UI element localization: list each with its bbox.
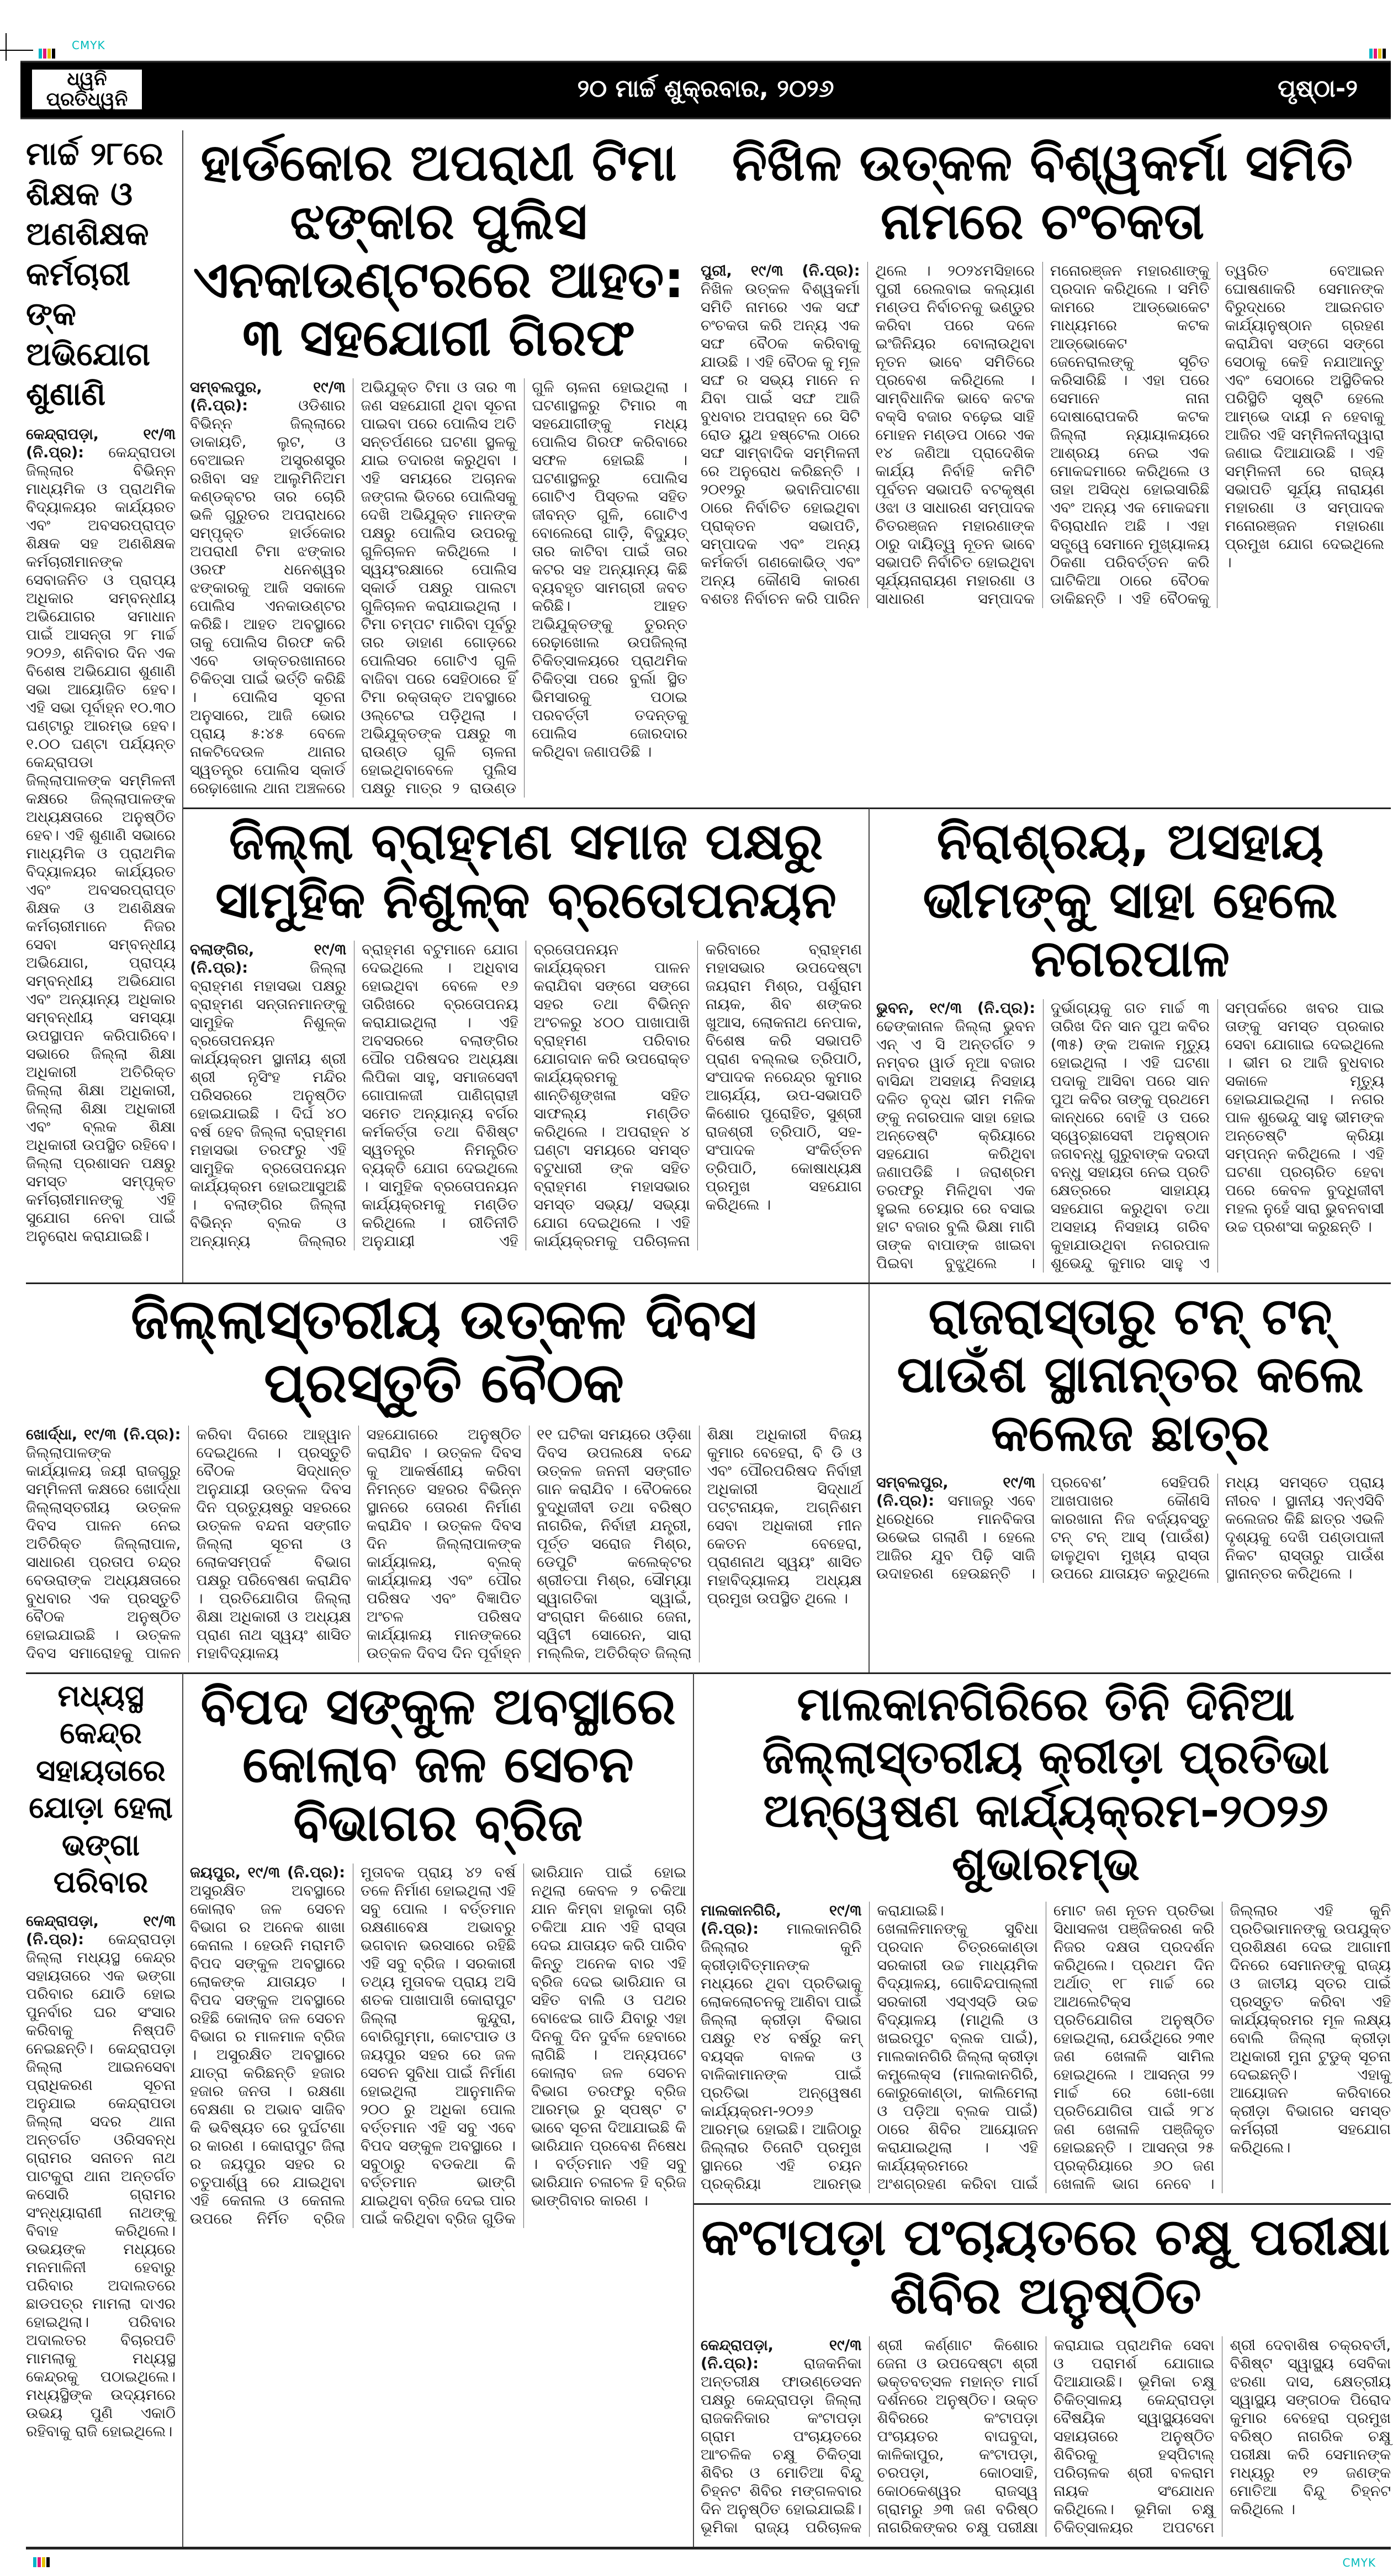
article-body bbox=[701, 2336, 1391, 2537]
page-grid bbox=[26, 130, 1391, 2549]
article-utkal-divas bbox=[26, 1282, 870, 1672]
article-headline: ବିପଦ ସଙ୍କୁଳ ଅବସ୍ଥାରେ କୋଲାବ ଜଳ ସେଚନ ବିଭାଗର ବ୍ରିଜ bbox=[200, 1676, 676, 1853]
article-body bbox=[26, 425, 176, 1245]
dateline: କେନ୍ଦ୍ରାପଡ଼ା, ୧୯/୩ (ନି.ପ୍ର): bbox=[701, 2336, 862, 2372]
article-text: ଅସୁରକ୍ଷିତ ଅବସ୍ଥାରେ କୋଲାବ ଜଳ ସେଚନ ବିଭାଗ ର ଅନେକ ଶାଖା କେନାଲ । ହେଉନି ମରାମତି ବିପଦ ସଙ୍କୁଳ ଅବସ୍ଥାରେ ଲୋକଙ୍କ ଯାତାୟତ । ବିପଦ ସଙ୍କୁଳ ଅବସ୍ଥାରେ ରହିଛି କୋଲାବ ଜଳ ସେଚନ ବିଭାଗ ର ମାଳମାଳ ବ୍ରିଜ । ଅସୁରକ୍ଷିତ ଅବସ୍ଥାରେ ଯାତ୍ରା କରିଛନ୍ତି ହଜାର ହଜାର ଜନତା । ରକ୍ଷଣା ବେକ୍ଷଣା ର ଅଭାବ ସାଜିବ କି ଭବିଷ୍ୟତ ରେ ଦୁର୍ଘଟଣା ର କାରଣ । କୋରାପୁଟ ଜିଲା ର ଜୟପୁର ସହର ର ଚତୁପାର୍ଶ୍ୱ ରେ ଯାଇଥିବା ଏହି କେନାଲ ଓ କେନାଲ ଉପରେ ନିର୍ମିତ ବ୍ରିଜ ମୁତାବକ ପ୍ରାୟ ୪୨ ବର୍ଷ ତଳେ ନିର୍ମାଣ ହୋଇଥିଲା ଏହି ସବୁ ପୋଲ । ବର୍ତ୍ତମାନ ରକ୍ଷଣାବେକ୍ଷ ଅଭାବରୁ ଭଗବାନ ଭରସାରେ ରହିଛି ଏହି ସବୁ ବ୍ରିଜ । ସରକାରୀ ତଥ୍ୟ ମୁତାବକ ପ୍ରାୟ ଅସି ଶତକ ପାଖାପାଖି କୋରାପୁଟ ଜିଲ୍ଲା କୁନ୍ଦୁରା, ବୋରିଗୁମ୍ମା, କୋଟପାଡ ଓ ଜୟପୁର ସହର ରେ ଜଳ ସେଚନ ସୁବିଧା ପାଇଁ ନିର୍ମାଣ ହୋଇଥିଲା ଆନୁମାନିକ ୨୦୦ ରୁ ଅଧିକା ପୋଲ ବର୍ତ୍ତମାନ ଏହି ସବୁ ଏବେ ବିପଦ ସଙ୍କୁଳ ଅବସ୍ଥାରେ । ସବୁଠାରୁ ବଡକଥା କି ବର୍ତ୍ତମାନ ଭାଙ୍ଗି ଯାଇଥିବା ବ୍ରିଜ ଦେଇ ପାର ପାଇଁ କରିଥିବା ବ୍ରିଜ ଗୁଡିକ ଭାରିଯାନ ପାଇଁ ହୋଇ ନଥିଲା କେବଳ ୨ ଚକିଆ ଯାନ କିମ୍ବା ହାଲୁକା ଚାରି ଚକିଆ ଯାନ ଏହି ରାସ୍ତା ଦେଇ ଯାତାୟତ କରି ପାରିବ କିନ୍ତୁ ଅନେକ ବାର ଏହି ବ୍ରିଜ ଦେଇ ଭାରିଯାନ ତା ସହିତ ବାଲି ଓ ପଥର ବୋଝେଇ ଗାଡି ଯିବାରୁ ଏହା ଦିନକୁ ଦିନ ଦୁର୍ବଳ ହେବାରେ ଲାଗିଛି । ଅନ୍ୟପଟେ କୋଲାବ ଜଳ ସେଚନ ବିଭାଗ ତରଫରୁ ବ୍ରିଜ ଆରମ୍ଭ ରୁ ସ୍ପଷ୍ଟ ଟ ଭାବେ ସୂଚନା ଦିଆଯାଇଛି କି ଭାରିଯାନ ପ୍ରବେଶ ନିଷେଧ । ବର୍ତ୍ତମାନ ଏହି ସବୁ ଭାରିଯାନ ଚଳାଚଳ ହି ବ୍ରିଜ ଭାଙ୍ଗିବାର କାରଣ । bbox=[190, 1864, 686, 2227]
article-brahmin bbox=[183, 807, 870, 1282]
article-headline: କଂଟାପଡ଼ା ପଂଚାୟତରେ ଚକ୍ଷୁ ପରୀକ୍ଷା ଶିବିର ଅନୁଷ୍ଠିତ bbox=[701, 2207, 1390, 2325]
article-sports-talent bbox=[694, 1674, 1391, 2203]
article-text: ଓଡିଶାର ବିଭିନ୍ନ ଜିଲ୍ଲାରେ ଡାକାୟତି, ଲୁଟ, ଓ ବେଆଇନ ଅସ୍ତ୍ରଶସ୍ତ୍ର ରଖିବା ସହ ଆଲୁମିନିଅମ କଣ୍ଡକ୍ଟର ତାର ଚୋରି ଭଳି ଗୁରୁତର ଅପରାଧରେ ସମ୍ପୃକ୍ତ ହାର୍ଡକୋର ଅପରାଧୀ ଟିମା ଝଙ୍କାର ଓରଫ ଧନେଶ୍ୱର ଝଙ୍କାରକୁ ଆଜି ସକାଳେ ପୋଲିସ ଏନକାଉଣ୍ଟର କରିଛି। ଆହତ ଅବସ୍ଥାରେ ତାକୁ ପୋଲିସ ଗିରଫ କରି ଏବେ ଡାକ୍ତରଖାନାରେ ଚିକିତ୍ସା ପାଇଁ ଭର୍ତ୍ତି କରିଛି । ପୋଲିସ ସୂଚନା ଅନୁସାରେ, ଆଜି ଭୋର ପ୍ରାୟ ୫:୪୫ ବେଳେ ନାକଟିଦେଉଳ ଥାନାର ସ୍ୱତନ୍ତ୍ର ପୋଲିସ ସ୍କାର୍ଡ ରେଢ଼ାଖୋଲ ଥାନା ଅଞ୍ଚଳରେ ଅଭିଯୁକ୍ତ ଟିମା ଓ ତାର ୩ ଜଣ ସହଯୋଗୀ ଥିବା ସୂଚନା ପାଇବା ପରେ ପୋଲିସ ଅତି ସନ୍ତର୍ପଣରେ ଘଟଣା ସ୍ଥଳକୁ ଯାଇ ତଦାରଖ କରୁଥିବା । ଏହି ସମୟରେ ଅଚାନକ ଜଙ୍ଗଲ ଭିତରେ ପୋଲିସକୁ ଦେଖି ଅଭିଯୁକ୍ତ ମାନଙ୍କ ପକ୍ଷରୁ ପୋଲିସ ଉପରକୁ ଗୁଳିଚାଳନ କରିଥିଲେ । ସ୍ୱୟଂରକ୍ଷାରେ ପୋଲିସ ସ୍କାର୍ଡ ପକ୍ଷରୁ ପାଲଟା ଗୁଳିଚାଳନ କରାଯାଇଥିଲା । ଟିମା ଚମ୍ପଟ ମାରିବା ପୂର୍ବରୁ ତାର ଡାହାଣ ଗୋଡ଼ରେ ପୋଲିସର ଗୋଟିଏ ଗୁଳି ବାଜିବା ପରେ ସେହିଠାରେ ହିଁ ଟିମା ରକ୍ତାକ୍ତ ଅବସ୍ଥାରେ ଓଲ୍ଟେଇ ପଡ଼ିଥିଲା । ଅଭିଯୁକ୍ତଙ୍କ ପକ୍ଷରୁ ୩ ରାଉଣ୍ଡ ଗୁଳି ଚାଳନା ହୋଇଥିବାବେଳେ ପୁଲିସ ପକ୍ଷରୁ ମାତ୍ର ୨ ରାଉଣ୍ଡ ଗୁଳି ଚାଳନା ହୋଇଥିଲା । ଘଟଣାସ୍ଥଳରୁ ଟିମାର ୩ ସହଯୋଗୀଙ୍କୁ ମଧ୍ୟ ପୋଲିସ ଗିରଫ କରିବାରେ ସଫଳ ହୋଇଛି । ଘଟଣାସ୍ଥଳରୁ ପୋଲିସ ଗୋଟିଏ ପିସ୍ତଲ ସହିତ ଜୀବନ୍ତ ଗୁଳି, ଗୋଟିଏ ବୋଲେରୋ ଗାଡ଼ି, ବିଦ୍ୟୁତ୍ ତାର କାଟିବା ପାଇଁ ତାର କଟର ସହ ଅନ୍ୟାନ୍ୟ କିଛି ବ୍ୟବହୃତ ସାମଗ୍ରୀ ଜବତ କରିଛି। ଆହତ ଅଭିଯୁକ୍ତଙ୍କୁ ତୁରନ୍ତ ରେଢ଼ାଖୋଲ ଉପଜିଲ୍ଲା ଚିକିତ୍ସାଳୟରେ ପ୍ରାଥମିକ ଚିକିତ୍ସା ପରେ ବୁର୍ଲା ସ୍ଥିତ ଭିମସାରକୁ ପଠାଇ ପରବର୍ତ୍ତୀ ତଦନ୍ତକୁ ପୋଲିସ ଜୋରଦାର କରିଥିବା ଜଣାପଡିଛି । bbox=[190, 379, 687, 798]
color-bars-icon bbox=[1369, 49, 1387, 61]
registration-mark-bottom bbox=[1342, 2556, 1376, 2569]
article-body bbox=[190, 378, 687, 798]
article-body bbox=[876, 999, 1384, 1273]
bottom-print-marks bbox=[0, 2554, 1398, 2576]
article-vishwakarma bbox=[694, 130, 1391, 807]
article-mediation bbox=[26, 1672, 183, 2547]
cmyk-label: CMYK bbox=[1342, 2556, 1376, 2569]
article-ash-removal bbox=[870, 1282, 1391, 1672]
article-headline: ମାଲକାନଗିରିରେ ତିନି ଦିନିଆ ଜିଲ୍ଲାସ୍ତରୀୟ କ୍ରୀଡ଼ା ପ୍ରତିଭା ଅନ୍ୱେଷଣ କାର୍ଯ୍ୟକ୍ରମ-୨୦୨୬ ଶୁଭାରମ୍ଭ bbox=[762, 1676, 1330, 1891]
article-headline: ମାର୍ଚ୍ଚ ୨୮ରେ ଶିକ୍ଷକ ଓ ଅଣଶିକ୍ଷକ କର୍ମଚାରୀଙ୍କ ଅଭିଯୋଗ ଶୁଣାଣି bbox=[26, 135, 163, 413]
article-body bbox=[701, 262, 1384, 608]
crop-mark bbox=[0, 50, 33, 51]
registration-mark-top bbox=[72, 39, 105, 52]
article-text: ନିଖିଳ ଉତ୍କଳ ବିଶ୍ୱକର୍ମା ସମିତି ନାମରେ ଏକ ସଙ୍ଘ ଚଂଚକତା କରି ଅନ୍ୟ ଏକ ସଙ୍ଘ ବୈଠକ କରିବାକୁ ଯାଉଛି । ଏହି ବୈଠକ କୁ ମୂଳ ସଙ୍ଘ ର ସଭ୍ୟ ମାନେ ନ ଯିବା ପାଇଁ ସଙ୍ଘ ଆଜି ବୁଧବାର ଅପରାହ୍ନ ରେ ସିଟି ରୋଡ ୟୁଥ ହଷ୍ଟେଲ ଠାରେ ସଙ୍ଘ ସାମ୍ବାଦିକ ସମ୍ମିଳନୀ ରେ ଅନୁରୋଧ କରିଛନ୍ତି । ୨୦୧୨ରୁ ଭବାନିପାଟଣା ଠାରେ ନିର୍ବାଚିତ ହୋଇଥିବା ପ୍ରାକ୍ତନ ସଭାପତି, ସମ୍ପାଦକ ଏବଂ ଅନ୍ୟ କର୍ମକର୍ତା ଗଣକୋଭିଡ୍ ଏବଂ ଅନ୍ୟ କୌଣସି କାରଣ ବଶତଃ ନିର୍ବାଚନ କରି ପାରିନ ଥିଲେ । ୨୦୨୪ମସିହାରେ ପୁରୀ ରେଲବାଇ କଲ୍ୟାଣ ମଣ୍ଡପ ନିର୍ବାଚନକୁ ଭଣ୍ଡୁର କରିବା ପରେ ଦଳେ ଇଂଜିନିୟର ବୋଲାଉଥିବା ନୂତନ ଭାବେ ସମିତିରେ ପ୍ରବେଶ କରିଥିଲେ । ସାମ୍ବିଧାନିକ ଭାବେ କଟକ ବକ୍ସି ବଜାର ବଢ଼େଇ ସାହି ମୋହନ ମଣ୍ଡପ ଠାରେ ଏକ ୧୪ ଜଣିଆ ପ୍ରାଦେଶିକ କାର୍ଯ୍ୟ ନିର୍ବାହି କମିଟି ପୂର୍ବତନ ସଭାପତି ବଟକୃଷ୍ଣ ଓଝା ଓ ସାଧାରଣ ସମ୍ପାଦକ ଚିତରଞ୍ଜନ ମହାରଣାଙ୍କ ଠାରୁ ଦାୟିତ୍ୱ ନୂତନ ଭାବେ ସଭାପତି ନିର୍ବାଚିତ ହୋଇଥିବା ସୂର୍ଯ୍ୟନାରାୟଣ ମହାରଣା ଓ ସାଧାରଣ ସମ୍ପାଦକ ମନୋରଞ୍ଜନ ମହାରଣାଙ୍କୁ ପ୍ରଦାନ କରିଥିଲେ । ସମିତି କାମରେ ଆଡ୍ଭୋକେଟ ମାଧ୍ୟମରେ କଟକ ଆଡ୍ଭୋକେଟ ଜେନେରାଲଙ୍କୁ ସୂଚିତ କରିସାରିଛି । ଏହା ପରେ ସେମାନେ ନାନା ଦୋଷାରୋପକରି କଟକ ଜିଲ୍ଲା ନ୍ୟାୟାଳୟରେ ଆଶ୍ରୟ ନେଇ ଏକ ମୋକଦ୍ଦମାରେ କରିଥିଲେ ଓ ତାହା ଅସିଦ୍ଧ ହୋଇସାରିଛି ଏବଂ ଅନ୍ୟ ଏକ ମୋକଦ୍ଦମା ବିଚାରାଧୀନ ଅଛି । ଏହା ସତ୍ତ୍ୱେ ସେମାନେ ମୁଖ୍ୟାଳୟ ଠିକଣା ପରିବର୍ତ୍ତନ କରି ଘାଟିକିଆ ଠାରେ ବୈଠକ ଡାକିଛନ୍ତି । ଏହି ବୈଠକକୁ ତ୍ୱରିତ ବେଆଇନ ଘୋଷଣାକରି ସେମାନଙ୍କ ବିରୁଦ୍ଧରେ ଆଇନଗତ କାର୍ଯ୍ୟାନୁଷ୍ଠାନ ଗ୍ରହଣ କରାଯିବା ସଙ୍ଗେ ସଙ୍ଗେ ସେଠାକୁ କେହି ନଯାଆନ୍ତୁ ଏବଂ ସେଠାରେ ଅସ୍ଥିତିକର ପରିସ୍ଥିତି ସୃଷ୍ଟି ହେଲେ ଆମ୍ଭେ ଦାୟୀ ନ ହେବାକୁ ଆଜିର ଏହି ସମ୍ମିଳନୀଦ୍ୱାରା ଜଣାଇ ଦିଆଯାଉଛି । ଏହି ସମ୍ମିଳନୀ ରେ ରାଜ୍ୟ ସଭାପତି ସୂର୍ଯ୍ୟ ନାରାୟଣ ମହାରଣା ଓ ସମ୍ପାଦକ ମନୋରଞ୍ଜନ ମହାରଣା ପ୍ରମୁଖ ଯୋଗ ଦେଇଥିଲେ । bbox=[701, 262, 1384, 608]
article-text: କେନ୍ଦ୍ରାପଡ଼ା ଜିଲ୍ଲା ମଧ୍ୟସ୍ଥ କେନ୍ଦ୍ର ସହାୟତାରେ ଏକ ଭଙ୍ଗା ପରିବାର ଯୋଡି ହୋଇ ପୁନର୍ବାର ଘର ସଂସାର କରିବାକୁ ନିଷ୍ପତି ନେଇଛନ୍ତି। କେନ୍ଦ୍ରାପଡ଼ା ଜିଲ୍ଲା ଆଇନସେବା ପ୍ରାଧିକରଣ ସୂଚନା ଅନୁଯାଇ କେନ୍ଦ୍ରାପଡା ଜିଲ୍ଲା ସଦର ଥାନା ଅନ୍ତର୍ଗତ ଓରିସବନ୍ଧ ଗ୍ରାମର ସନାତନ ନାଥ ପାଟକୁରା ଥାନା ଅନ୍ତର୍ଗତ କସୋରି ଗ୍ରାମର ସଂନ୍ଧ୍ୟାରାଣୀ ନାଥଙ୍କୁ ବିବାହ କରିଥିଲେ। ଉଭୟଙ୍କ ମଧ୍ୟରେ ମନମାଳିନୀ ହେବାରୁ ପରିବାର ଅଦାଲତରେ ଛାଡପତ୍ର ମାମଲା ଦାଏର ହୋଇଥିଲା। ପରିବାର ଅଦାଲତର ବିଚାରପତି ମାମଲାକୁ ମଧ୍ୟସ୍ଥ କେନ୍ଦ୍ରକୁ ପଠାଇଥିଲେ। ମଧ୍ୟସ୍ଥିଙ୍କ ଉଦ୍ୟମରେ ଉଭୟ ପୁଣି ଏକାଠି ରହିବାକୁ ରାଜି ହୋଇଥିଲେ। bbox=[26, 1930, 176, 2440]
article-kolab-bridge bbox=[183, 1672, 694, 2547]
article-body bbox=[190, 941, 862, 1250]
article-text: ରାଜକନିକା ଅନ୍ତରୀକ୍ଷ ଫାଉଣ୍ଡେସନ ପକ୍ଷରୁ କେନ୍ଦ୍ରାପଡ଼ା ଜିଲ୍ଲା ରାଜକନିକାର କଂଟାପଡ଼ା ଗ୍ରାମ ପଂଚାୟତରେ ଆଂଚଳିକ ଚକ୍ଷୁ ଚିକିତ୍ସା ଶିବିର ଓ ମୋତିଆ ବିନ୍ଦୁ ଚିହ୍ନଟ ଶିବିର ମଙ୍ଗଳବାର ଦିନ ଅନୁଷ୍ଠିତ ହୋଇଯାଇଛି। ଭୂମିକା ରାଜ୍ୟ ପରିଚାଳକ ଶ୍ରୀ କର୍ଣ୍ଣାଟ କିଶୋର ଜେନା ଓ ଉପଦେଷ୍ଟା ଶ୍ରୀ ଭକ୍ତବତ୍ସଳ ମହାନ୍ତ ମାର୍ଗ ଦର୍ଶନରେ ଅନୁଷ୍ଠିତ। ଉକ୍ତ ଶିବିରରେ କଂଟାପଡ଼ା ପଂଚାୟତର ବାଘବୁଦା, କାଳିକାପୁର, କଂଟାପଡ଼ା, ଚରପଡ଼ା, କୋଠସାହି, କୋଠକେଶ୍ୱର ରାଜସ୍ୱ ଗ୍ରାମରୁ ୬୩ ଜଣ ବରିଷ୍ଠ ନାଗରିକଙ୍କର ଚକ୍ଷୁ ପରୀକ୍ଷା କରାଯାଇ ପ୍ରାଥମିକ ସେବା ଓ ପରାମର୍ଶ ଯୋଗାଇ ଦିଆଯାଉଛି। ଭୂମିକା ଚକ୍ଷୁ ଚିକିତ୍ସାଳୟ କେନ୍ଦ୍ରାପଡ଼ା ବୈଷୟିକ ସ୍ୱାସ୍ଥ୍ୟସେବା ସହାୟତାରେ ଅନୁଷ୍ଠିତ ଶିବିରକୁ ହସ୍ପିଟାଲ୍ ପରିଚାଳକ ଶ୍ରୀ ବଳରାମ ନାୟକ ସଂଯୋଧନ କରିଥିଲେ। ଭୂମିକା ଚକ୍ଷୁ ଚିକିତ୍ସାଳୟର ଅପଟମେ ଶ୍ରୀ ଦେବାଶିଷ ଚକ୍ରବର୍ତୀ, ବିଶିଷ୍ଟ ସ୍ୱାସ୍ଥ୍ୟ ସେବିକା ଝରଣା ଦାସ, କ୍ଷେତ୍ରୀୟ ସ୍ୱାସ୍ଥ୍ୟ ସଙ୍ଗଠକ ପିରୋଦ କୁମାର ବେହେରା ପ୍ରମୁଖ ବରିଷ୍ଠ ନାଗରିକ ଚକ୍ଷୁ ପରୀକ୍ଷା କରି ସେମାନଙ୍କ ମଧ୍ୟରୁ ୧୨ ଜଣଙ୍କ ମୋତିଆ ବିନ୍ଦୁ ଚିହ୍ନଟ କରିଥିଲେ । bbox=[701, 2336, 1391, 2536]
article-body bbox=[876, 1474, 1384, 1583]
article-eye-camp bbox=[694, 2203, 1391, 2547]
dateline: କେନ୍ଦ୍ରାପଡ଼ା, ୧୯/୩ (ନି.ପ୍ର): bbox=[26, 1912, 176, 1948]
article-encounter bbox=[183, 130, 694, 807]
cmyk-label: CMYK bbox=[72, 39, 105, 52]
article-text: ସମାଜରୁ ଏବେ ଧିରେଧିରେ ମାନବିକତା ଉଭେଇ ଗଲାଣି । ହେଲେ ଆଜିର ଯୁବ ପିଢ଼ି ସାଜି ଉଦାହରଣ ହେଉଛନ୍ତି । ପ୍ରବେଶ’ ସେହିପରି ଆଖପାଖର କୌଣସି କାରଖାନା ନିଜ ବର୍ଜ୍ୟବସ୍ତୁ ଟନ୍ ଟନ୍ ଆସ୍ (ପାଉଁଶ) ଢାଳୁଥିବା ମୁଖ୍ୟ ରାସ୍ତା ଉପରେ ଯାତାୟତ କରୁଥିଲେ ମଧ୍ୟ ସମସ୍ତେ ପ୍ରାୟ ନୀରବ । ସ୍ଥାନୀୟ ଏନ୍ଏସିବି କଲେଜର କିଛି ଛାତ୍ର ଏଭଳି ଦୃଶ୍ୟକୁ ଦେଖି ପଣ୍ଡାପାଳୀ ନିକଟ ରାସ୍ତାରୁ ପାଉଁଶ ସ୍ଥାନାନ୍ତର କରିଥିଲେ । bbox=[876, 1474, 1384, 1582]
article-body bbox=[26, 1912, 176, 2441]
dateline: ମାଲକାନଗିରି, ୧୯/୩ (ନି.ପ୍ର): bbox=[701, 1902, 862, 1938]
crop-mark bbox=[6, 33, 7, 61]
dateline: ଖୋର୍ଦ୍ଧା, ୧୯/୩ (ନି.ପ୍ର): bbox=[26, 1426, 181, 1443]
dateline: ଜୟପୁର, ୧୯/୩ (ନି.ପ୍ର): bbox=[190, 1864, 345, 1881]
page-number: ପୃଷ୍ଠା-୨ bbox=[1278, 75, 1358, 103]
article-headline: ରାଜରାସ୍ତାରୁ ଟନ୍ ଟନ୍ ପାଉଁଶ ସ୍ଥାନାନ୍ତର କଲେ କଲେଜ ଛାତ୍ର bbox=[897, 1286, 1364, 1463]
article-headline: ଜିଲ୍ଲା ବ୍ରାହ୍ମଣ ସମାଜ ପକ୍ଷରୁ ସାମୁହିକ ନିଶୁଳ୍କ ବ୍ରତୋପନୟନ bbox=[215, 812, 836, 930]
article-headline: ହାର୍ଡକୋର ଅପରାଧୀ ଟିମା ଝଙ୍କାର ପୁଲିସ ଏନକାଉଣ୍ଟରରେ ଆହତ: ୩ ସହଯୋଗୀ ଗିରଫ bbox=[193, 133, 685, 368]
article-text: କେନ୍ଦ୍ରାପଡା ଜିଲ୍ଲାର ବିଭିନ୍ନ ମାଧ୍ୟମିକ ଓ ପ୍ରାଥମିକ ବିଦ୍ୟାଳୟର କାର୍ଯ୍ୟରତ ଏବଂ ଅବସରପ୍ରାପ୍ତ ଶିକ୍ଷକ ସହ ଅଣଶିକ୍ଷକ କର୍ମଚାରୀମାନଙ୍କ ସେବାଜନିତ ଓ ପ୍ରାପ୍ୟ ଅଧିକାର ସମ୍ବନ୍ଧୀୟ ଅଭିଯୋଗର ସମାଧାନ ପାଇଁ ଆସନ୍ତା ୨୮ ମାର୍ଚ୍ଚ ୨୦୨୬, ଶନିବାର ଦିନ ଏକ ବିଶେଷ ଅଭିଯୋଗ ଶୁଣାଣି ସଭା ଆୟୋଜିତ ହେବ। ଏହି ସଭା ପୂର୍ବାହ୍ନ ୧୦.୩୦ ଘଣ୍ଟାରୁ ଆରମ୍ଭ ହେବ। ୧.୦୦ ଘଣ୍ଟା ପର୍ଯ୍ୟନ୍ତ କେନ୍ଦ୍ରାପଡା ଜିଲ୍ଲାପାଳଙ୍କ ସମ୍ମିଳନୀ କକ୍ଷରେ ଜିଲ୍ଲାପାଳଙ୍କ ଅଧ୍ୟକ୍ଷତାରେ ଅନୁଷ୍ଠିତ ହେବ। ଏହି ଶୁଣାଣି ସଭାରେ ମାଧ୍ୟମିକ ଓ ପ୍ରାଥମିକ ବିଦ୍ୟାଳୟର କାର୍ଯ୍ୟରତ ଏବଂ ଅବସରପ୍ରାପ୍ତ ଶିକ୍ଷକ ଓ ଅଣଶିକ୍ଷକ କର୍ମଚାରୀମାନେ ନିଜର ସେବା ସମ୍ବନ୍ଧୀୟ ଅଭିଯୋଗ, ପ୍ରାପ୍ୟ ସମ୍ବନ୍ଧୀୟ ଅଭିଯୋଗ ଏବଂ ଅନ୍ୟାନ୍ୟ ଅଧିକାର ସମ୍ବନ୍ଧୀୟ ସମସ୍ୟା ଉପସ୍ଥାପନ କରିପାରିବେ। ସଭାରେ ଜିଲ୍ଲା ଶିକ୍ଷା ଅଧିକାରୀ ଅତିରିକ୍ତ ଜିଲ୍ଲା ଶିକ୍ଷା ଅଧିକାରୀ, ଜିଲ୍ଲା ଶିକ୍ଷା ଅଧିକାରୀ ଏବଂ ବ୍ଲକ ଶିକ୍ଷା ଅଧିକାରୀ ଉପସ୍ଥିତ ରହିବେ। ଜିଲ୍ଲା ପ୍ରଶାସନ ପକ୍ଷରୁ ସମସ୍ତ ସମ୍ପୃକ୍ତ କର୍ମଚାରୀମାନଙ୍କୁ ଏହି ସୁଯୋଗ ନେବା ପାଇଁ ଅନୁରୋଧ କରାଯାଇଛି। bbox=[26, 444, 176, 1245]
article-headline: ଜିଲ୍ଲାସ୍ତରୀୟ ଉତ୍କଳ ଦିବସ ପ୍ରସ୍ତୁତି ବୈଠକ bbox=[130, 1286, 758, 1415]
dateline: ପୁରୀ, ୧୯/୩ (ନି.ପ୍ର): bbox=[701, 262, 860, 279]
top-print-marks bbox=[0, 0, 1398, 61]
masthead bbox=[20, 61, 1391, 119]
article-body bbox=[701, 1902, 1391, 2193]
dateline: ସମ୍ବଲପୁର, ୧୯/୩ (ନି.ପ୍ର): bbox=[876, 1474, 1035, 1509]
article-bhima bbox=[870, 807, 1391, 1282]
color-bars-icon bbox=[33, 2557, 51, 2569]
dateline: ସମ୍ବଲପୁର, ୧୯/୩ (ନି.ପ୍ର): bbox=[190, 379, 346, 415]
right-column-stack bbox=[694, 1672, 1391, 2547]
article-headline: ନିଖିଳ ଉତ୍କଳ ବିଶ୍ୱକର୍ମା ସମିତି ନାମରେ ଚଂଚକତା bbox=[732, 133, 1353, 251]
article-headline: ମଧ୍ୟସ୍ଥ କେନ୍ଦ୍ର ସହାୟତାରେ ଯୋଡ଼ା ହେଲା ଭଙ୍ଗା ପରିବାର bbox=[29, 1678, 173, 1900]
article-body bbox=[190, 1864, 686, 2228]
dateline: କେନ୍ଦ୍ରାପଡ଼ା, ୧୯/୩ (ନି.ପ୍ର): bbox=[26, 425, 176, 461]
article-text: ଜିଲ୍ଲା ବ୍ରାହ୍ମଣ ମହାସଭା ପକ୍ଷରୁ ବ୍ରାହ୍ମଣ ସନ୍ତାନମାନଙ୍କୁ ସାମୁହିକ ନିଶୁଳ୍କ ବ୍ରତୋପନୟନ କାର୍ଯ୍ୟକ୍ରମ ସ୍ଥାନୀୟ ଶ୍ରୀ ଶ୍ରୀ ନୃସିଂହ ମନ୍ଦିର ପରିସରରେ ଅନୁଷ୍ଠିତ ହୋଇଯାଇଛି । ଦିର୍ଘ ୪୦ ବର୍ଷ ହେବ ଜିଲ୍ଲା ବ୍ରାହ୍ମଣ ମହାସଭା ତରଫରୁ ଏହି ସାମୁହିକ ବ୍ରତୋପନୟନ କାର୍ଯ୍ୟକ୍ରମ ହୋଇଆସୁଅଛି । ବଲାଙ୍ଗିର ଜିଲ୍ଲା ବିଭିନ୍ନ ବ୍ଲକ ଓ ଅନ୍ୟାନ୍ୟ ଜିଲ୍ଲାର ବ୍ରାହ୍ମଣ ବଟୁମାନେ ଯୋଗ ଦେଇଥିଲେ । ଅଧିବାସ ହୋଇଥିବା ବେଳେ ୧୬ ତାରିଖରେ ବ୍ରତୋପନୟ କରାଯାଇଥିଲା । ଏହି ଅବସରରେ ବଲାଙ୍ଗିର ପୌର ପରିଷଦର ଅଧ୍ୟକ୍ଷା ଲିପିକା ସାହୁ, ସମାଜସେବୀ ଗୋପାଳଜୀ ପାଣିଗ୍ରାହୀ ସମେତ ଅନ୍ୟାନ୍ୟ ବର୍ଗର କର୍ମକର୍ତ୍ତା ତଥା ବିଶିଷ୍ଟ ସ୍ୱତନ୍ତ୍ର ନିମନ୍ତ୍ରିତ ବ୍ୟକ୍ତି ଯୋଗ ଦେଇଥିଲେ । ସାମୁହିକ ବ୍ରତୋପନୟନ କାର୍ଯ୍ୟକ୍ରମକୁ ମଣ୍ଡିତ କରିଥିଲେ । ରୀତିନୀତି ଅନୁଯାୟୀ ଏହି ବ୍ରତୋପନୟନ କାର୍ଯ୍ୟକ୍ରମ ପାଳନ କରାଯିବା ସଙ୍ଗେ ସଙ୍ଗେ ସହର ତଥା ବିଭିନ୍ନ ଅଂଚଳରୁ ୪୦୦ ପାଖାପାଖି ବ୍ରାହ୍ମଣ ପରିବାର ଯୋଗଦାନ କରି ଉପରୋକ୍ତ କାର୍ଯ୍ୟକ୍ରମକୁ ଶାନ୍ତିଶୃଙ୍ଖଳା ସହିତ ସାଫଲ୍ୟ ମଣ୍ଡିତ କରିଥିଲେ । ଅପରାହ୍ନ ୪ ଘଣ୍ଟା ସମୟରେ ସମସ୍ତ ବଟୁଧାରୀ ଙ୍କ ସହିତ ବ୍ରାହ୍ମଣ ମହାସଭାର ସମସ୍ତ ସଭ୍ୟ/ ସଭ୍ୟା ଯୋଗ ଦେଇଥିଲେ । ଏହି କାର୍ଯ୍ୟକ୍ରମକୁ ପରିଚାଳନା କରିବାରେ ବ୍ରାହ୍ମଣ ମହାସଭାର ଉପଦେଷ୍ଟା ଜୟରାମ ମିଶ୍ର, ପର୍ଶୁରାମ ନାୟକ, ଶିବ ଶଙ୍କର ଖୁଆସ, ଲୋକନାଥ ନେପାକ, ବିଶେଷ କରି ସଭାପତି ପ୍ରାଣ ବଲ୍ଲଭ ତ୍ରିପାଠି, ସଂପାଦକ ନରେନ୍ଦ୍ର କୁମାର ଆଚାର୍ଯ୍ୟ, ଉପ-ସଭାପତି କିଶୋର ପୁରୋହିତ, ସୁଶ୍ରୀ ରାଜଶ୍ରୀ ତ୍ରିପାଠି, ସହ-ସଂପାଦକ ସଂକିର୍ତ୍ତନ ତ୍ରିପାଠି, କୋଷାଧ୍ୟକ୍ଷ ପ୍ରମୁଖ ସହଯୋଗ କରିଥିଲେ । bbox=[190, 941, 862, 1250]
dateline: ଭୁବନ, ୧୯/୩ (ନି.ପ୍ର): bbox=[876, 999, 1035, 1017]
article-text: ଜିଲ୍ଲାପାଳଙ୍କ କାର୍ଯ୍ୟାଳୟ ଜୟୀ ରାଜଗୁରୁ ସମ୍ମିଳନୀ କକ୍ଷରେ ଖୋର୍ଦ୍ଧା ଜିଲ୍ଲାସ୍ତରୀୟ ଉତ୍କଳ ଦିବସ ପାଳନ ନେଇ ଅତିରିକ୍ତ ଜିଲ୍ଲାପାଳ, ସାଧାରଣ ପ୍ରତାପ ଚନ୍ଦ୍ର ବେଉରାଙ୍କ ଅଧ୍ୟକ୍ଷତାରେ ବୁଧବାର ଏକ ପ୍ରସ୍ତୁତି ବୈଠକ ଅନୁଷ୍ଠିତ ହୋଇଯାଇଛି । ଉତ୍କଳ ଦିବସ ସମାରୋହକୁ ପାଳନ କରିବା ଦିଗରେ ଆହ୍ୱାନ ଦେଇଥିଲେ । ପ୍ରସ୍ତୁତି ବୈଠକ ସିଦ୍ଧାନ୍ତ ଅନୁଯାୟୀ ଉତ୍କଳ ଦିବସ ଦିନ ପ୍ରତ୍ୟୁଷରୁ ସହରରେ ଉତ୍କଳ ବନ୍ଦନା ସଙ୍ଗୀତ ଜିଲ୍ଲା ସୂଚନା ଓ ଲୋକସମ୍ପର୍କ ବିଭାଗ ପକ୍ଷରୁ ପରିବେଷଣ କରାଯିବ । ପ୍ରତିଯୋଗିତା ଜିଲ୍ଲା ଶିକ୍ଷା ଅଧିକାରୀ ଓ ଅଧ୍ୟକ୍ଷ ପ୍ରାଣ ନାଥ ସ୍ୱୟଂ ଶାସିତ ମହାବିଦ୍ୟାଳୟ ସହଯୋଗରେ ଅନୁଷ୍ଠିତ କରାଯିବ । ଉତ୍କଳ ଦିବସ କୁ ଆକର୍ଷଣୀୟ କରିବା ନିମନ୍ତେ ସହରର ବିଭିନ୍ନ ସ୍ଥାନରେ ତୋରଣ ନିର୍ମାଣ କରାଯିବ । ଉତ୍କଳ ଦିବସ ଦିନ ଜିଲ୍ଲାପାଳଙ୍କ କାର୍ଯ୍ୟାଳୟ, ବ୍ଲକ୍ କାର୍ଯ୍ୟାଳୟ ଏବଂ ପୌର ପରିଷଦ ଏବଂ ବିଜ୍ଞାପିତ ଅଂଚଳ ପରିଷଦ କାର୍ଯ୍ୟାଳୟ ମାନଙ୍କରେ ଉତ୍କଳ ଦିବସ ଦିନ ପୂର୍ବାହ୍ନ ୧୧ ଘଟିକା ସମୟରେ ଓଡ଼ିଶା ଦିବସ ଉପଲକ୍ଷେ ବନ୍ଦେ ଉତ୍କଳ ଜନନୀ ସଙ୍ଗୀତ ଗାନ କରାଯିବ । ବୈଠକରେ ବୁଦ୍ଧିଜୀବୀ ତଥା ବରିଷ୍ଠ ନାଗରିକ, ନିର୍ବାହୀ ଯନ୍ତ୍ରୀ, ପୂର୍ତ୍ତ ସରୋଜ ମିଶ୍ର, ଡେପୁଟି କଲେକ୍ଟର ଶ୍ରୀତପା ମିଶ୍ର, ସୌମ୍ୟା ସ୍ୱାଗତିକା ସ୍ୱାଇଁ, ସଂଗ୍ରାମ କିଶୋର ଜେନା, ସ୍ୱିଟୀ ସୋରେନ, ସାରା ମଲ୍ଲିକ, ଅତିରିକ୍ତ ଜିଲ୍ଲା ଶିକ୍ଷା ଅଧିକାରୀ ବିଜୟ କୁମାର ବେହେରା, ବି ଡି ଓ ଏବଂ ପୌରପରିଷଦ ନିର୍ବାହୀ ଅଧିକାରୀ ସିଦ୍ଧାର୍ଥ ପଟ୍ଟନାୟକ, ଅଗ୍ନିଶମ ସେବା ଅଧିକାରୀ ମୀନ କେତନ ବେହେରା, ପ୍ରାଣନାଥ ସ୍ୱୟଂ ଶାସିତ ମହାବିଦ୍ୟାଳୟ ଅଧ୍ୟକ୍ଷ ପ୍ରମୁଖ ଉପସ୍ଥିତ ଥିଲେ । bbox=[26, 1426, 862, 1662]
article-headline: ନିରାଶ୍ରୟ, ଅସହାୟ ଭୀମଙ୍କୁ ସାହା ହେଲେ ନଗରପାଳ bbox=[923, 812, 1338, 988]
newspaper-logo: ଧ୍ୱନି ପ୍ରତିଧ୍ୱନି bbox=[30, 68, 144, 111]
article-body bbox=[26, 1426, 862, 1662]
dateline: ବଲାଙ୍ଗିର, ୧୯/୩ (ନି.ପ୍ର): bbox=[190, 941, 347, 976]
article-text: ମାଲକାନଗିରି ଜିଲ୍ଲାର କୁନି କ୍ରୀଡ଼ାବିତ୍ମାନଙ୍କ ମଧ୍ୟରେ ଥିବା ପ୍ରତିଭାକୁ ଲୋକଲୋଚନକୁ ଆଣିବା ପାଇଁ ଜିଲ୍ଲା କ୍ରୀଡ଼ା ବିଭାଗ ପକ୍ଷରୁ ୧୪ ବର୍ଷରୁ କମ୍ ବୟସ୍କ ବାଳକ ଓ ବାଳିକାମାନଙ୍କ ପାଇଁ ପ୍ରତିଭା ଅନ୍ୱେଷଣ କାର୍ଯ୍ୟକ୍ରମ-୨୦୨୬ ଆରମ୍ଭ ହୋଇଛି। ଆଜିଠାରୁ ଜିଲ୍ଲାର ତିନୋଟି ପ୍ରମୁଖ ସ୍ଥାନରେ ଏହି ଚୟନ ପ୍ରକ୍ରିୟା ଆରମ୍ଭ କରାଯାଇଛି। ଖେଳାଳିମାନଙ୍କୁ ସୁବିଧା ପ୍ରଦାନ ଚିତ୍ରକୋଣ୍ଡା ସରକାରୀ ଉଚ୍ଚ ମାଧ୍ୟମିକ ବିଦ୍ୟାଳୟ, ଗୋବିନ୍ଦପାଲ୍ଲୀ ସରକାରୀ ଏସ୍ଏସ୍‌ଡି ଉଚ୍ଚ ବିଦ୍ୟାଳୟ (ମାଥିଲି ଓ ଖଇରପୁଟ ବ୍ଲକ ପାଇଁ), ମାଲକାନଗିରି ଜିଲ୍ଲା କ୍ରୀଡ଼ା କମ୍ପ୍ଲେକ୍ସ (ମାଲକାନଗିରି, କୋରୁକୋଣ୍ଡା, କାଲିମେଲା ଓ ପଡ଼ିଆ ବ୍ଲକ ପାଇଁ) ଠାରେ ଶିବିର ଆୟୋଜନ କରାଯାଇଥିଲା । ଏହି କାର୍ଯ୍ୟକ୍ରମରେ ଅଂଶଗ୍ରହଣ କରିବା ପାଇଁ ମୋଟ ଜଣ ନୂତନ ପ୍ରତିଭା ସିଧାସଳଖ ପଞ୍ଜିକରଣ କରି ନିଜର ଦକ୍ଷତା ପ୍ରଦର୍ଶନ କରିଥିଲେ। ପ୍ରଥମ ଦିନ ଅର୍ଥାତ୍ ୧୮ ମାର୍ଚ୍ଚ ରେ ଆଥଲେଟିକ୍ସ ପ୍ରତିଯୋଗିତା ଅନୁଷ୍ଠିତ ହୋଇଥିଲା, ଯେଉଁଥିରେ ୨୩୧ ଜଣ ଖେଳାଳି ସାମିଲ ହୋଇଥିଲେ । ଆସନ୍ତା ୨୨ ମାର୍ଚ୍ଚ ରେ ଖୋ-ଖୋ ପ୍ରତିଯୋଗିତା ପାଇଁ ୨୮୪ ଜଣ ଖେଳାଳି ପଞ୍ଜିକୃତ ହୋଇଛନ୍ତି । ଆସନ୍ତା ୨୫ ପ୍ରକ୍ରିୟାରେ ୬୦ ଜଣ ଖେଳାଳି ଭାଗ ନେବେ । ଜିଲ୍ଲାର ଏହି କୁନି ପ୍ରତିଭାମାନଙ୍କୁ ଉପଯୁକ୍ତ ପ୍ରଶିକ୍ଷଣ ଦେଇ ଆଗାମୀ ଦିନରେ ସେମାନଙ୍କୁ ରାଜ୍ୟ ଓ ଜାତୀୟ ସ୍ତର ପାଇଁ ପ୍ରସ୍ତୁତ କରିବା ଏହି କାର୍ଯ୍ୟକ୍ରମର ମୂଳ ଲକ୍ଷ୍ୟ ବୋଲି ଜିଲ୍ଲା କ୍ରୀଡ଼ା ଅଧିକାରୀ ମୁନା ଟୁଡୁକ୍ ସୂଚନା ଦେଇଛନ୍ତି। ଏହାକୁ ଆୟୋଜନ କରିବାରେ କ୍ରୀଡ଼ା ବିଭାଗର ସମସ୍ତ କର୍ମଚାରୀ ସହଯୋଗ କରିଥିଲେ। bbox=[701, 1902, 1391, 2193]
article-text: ଢେଙ୍କାନାଳ ଜିଲ୍ଲା ଭୁବନ ଏନ୍ ଏ ସି ଅନ୍ତର୍ଗତ ୨ ନମ୍ବର ୱାର୍ଡ ନୂଆ ବଜାର ବାସିନ୍ଦା ଅସହାୟ ନିସହାୟ ଦଳିତ ବୃଦ୍ଧ ଭୀମ ମଳିକ ଙ୍କୁ ନଗରପାଳ ସାହା ହୋଇ ଅନ୍ତେଷ୍ଟି କ୍ରିୟାରେ ସହଯୋଗ କରିଥିବା ଜଣାପଡିଛି । ଜରାଶ୍ରମ ତରଫରୁ ମିଳିଥିବା ଏକ ହୁଇଲ ଚେୟାର ରେ ବସାଇ ହାଟ ବଜାର ବୁଲି ଭିକ୍ଷା ମାଗି ତାଙ୍କ ବାପାଙ୍କ ଖାଇବା ପିଇବା ବୁଝୁଥିଲେ । ଦୁର୍ଭାଗ୍ୟକୁ ଗତ ମାର୍ଚ୍ଚ ୩ ତାରିଖ ଦିନ ସାନ ପୁଅ କବିର (୩୫) ଙ୍କ ଅକାଳ ମୃତ୍ୟୁ ହୋଇଥିଲା । ଏହି ଘଟଣା ପଦାକୁ ଆସିବା ପରେ ସାନ ପୁଅ କବିର ତାଙ୍କୁ ପ୍ରଥମେ କାନ୍ଧରେ ବୋହି ଓ ପରେ ସ୍ୱେଚ୍ଛାସେବୀ ଅନୁଷ୍ଠାନ ଜଗବନ୍ଧୁ ଗୁରୁବାଙ୍କ ଦରଦୀ ବନ୍ଧୁ ସହାୟତା ନେଇ ପ୍ରତି କ୍ଷେତ୍ରରେ ସାହାଯ୍ୟ ସହଯୋଗ କରୁଥିବା ତଥା ଅସହାୟ ନିସହାୟ ଗରିବ କୁହାଯାଉଥିବା ନଗରପାଳ ଶୁଭେନ୍ଦୁ କୁମାର ସାହୁ ଏ ସମ୍ପର୍କରେ ଖବର ପାଇ ତାଙ୍କୁ ସମସ୍ତ ପ୍ରକାର ସେବା ଯୋଗାଇ ଦେଇଥିଲେ । ଭୀମ ର ଆଜି ବୁଧବାର ସକାଳେ ମୃତ୍ୟୁ ହୋଇଯାଇଥିଲା । ନଗର ପାଳ ଶୁଭେନ୍ଦୁ ସାହୁ ଭୀମଙ୍କ ଅନ୍ତେଷ୍ଟି କ୍ରିୟା ସମ୍ପନ୍ନ କରିଥିଲେ । ଏହି ଘଟଣା ପ୍ରଚାରିତ ହେବା ପରେ କେବଳ ବୁଦ୍ଧିଜୀବୀ ମହଲ ନୁହେଁ ସାରା ଭୁବନବାସୀ ଉଚ୍ଚ ପ୍ରଶଂସା କରୁଛନ୍ତି । bbox=[876, 999, 1384, 1272]
issue-date: ୨୦ ମାର୍ଚ୍ଚ ଶୁକ୍ରବାର, ୨୦୨୬ bbox=[577, 75, 834, 103]
article-hearing bbox=[26, 130, 183, 1282]
color-bars-icon bbox=[39, 49, 56, 61]
